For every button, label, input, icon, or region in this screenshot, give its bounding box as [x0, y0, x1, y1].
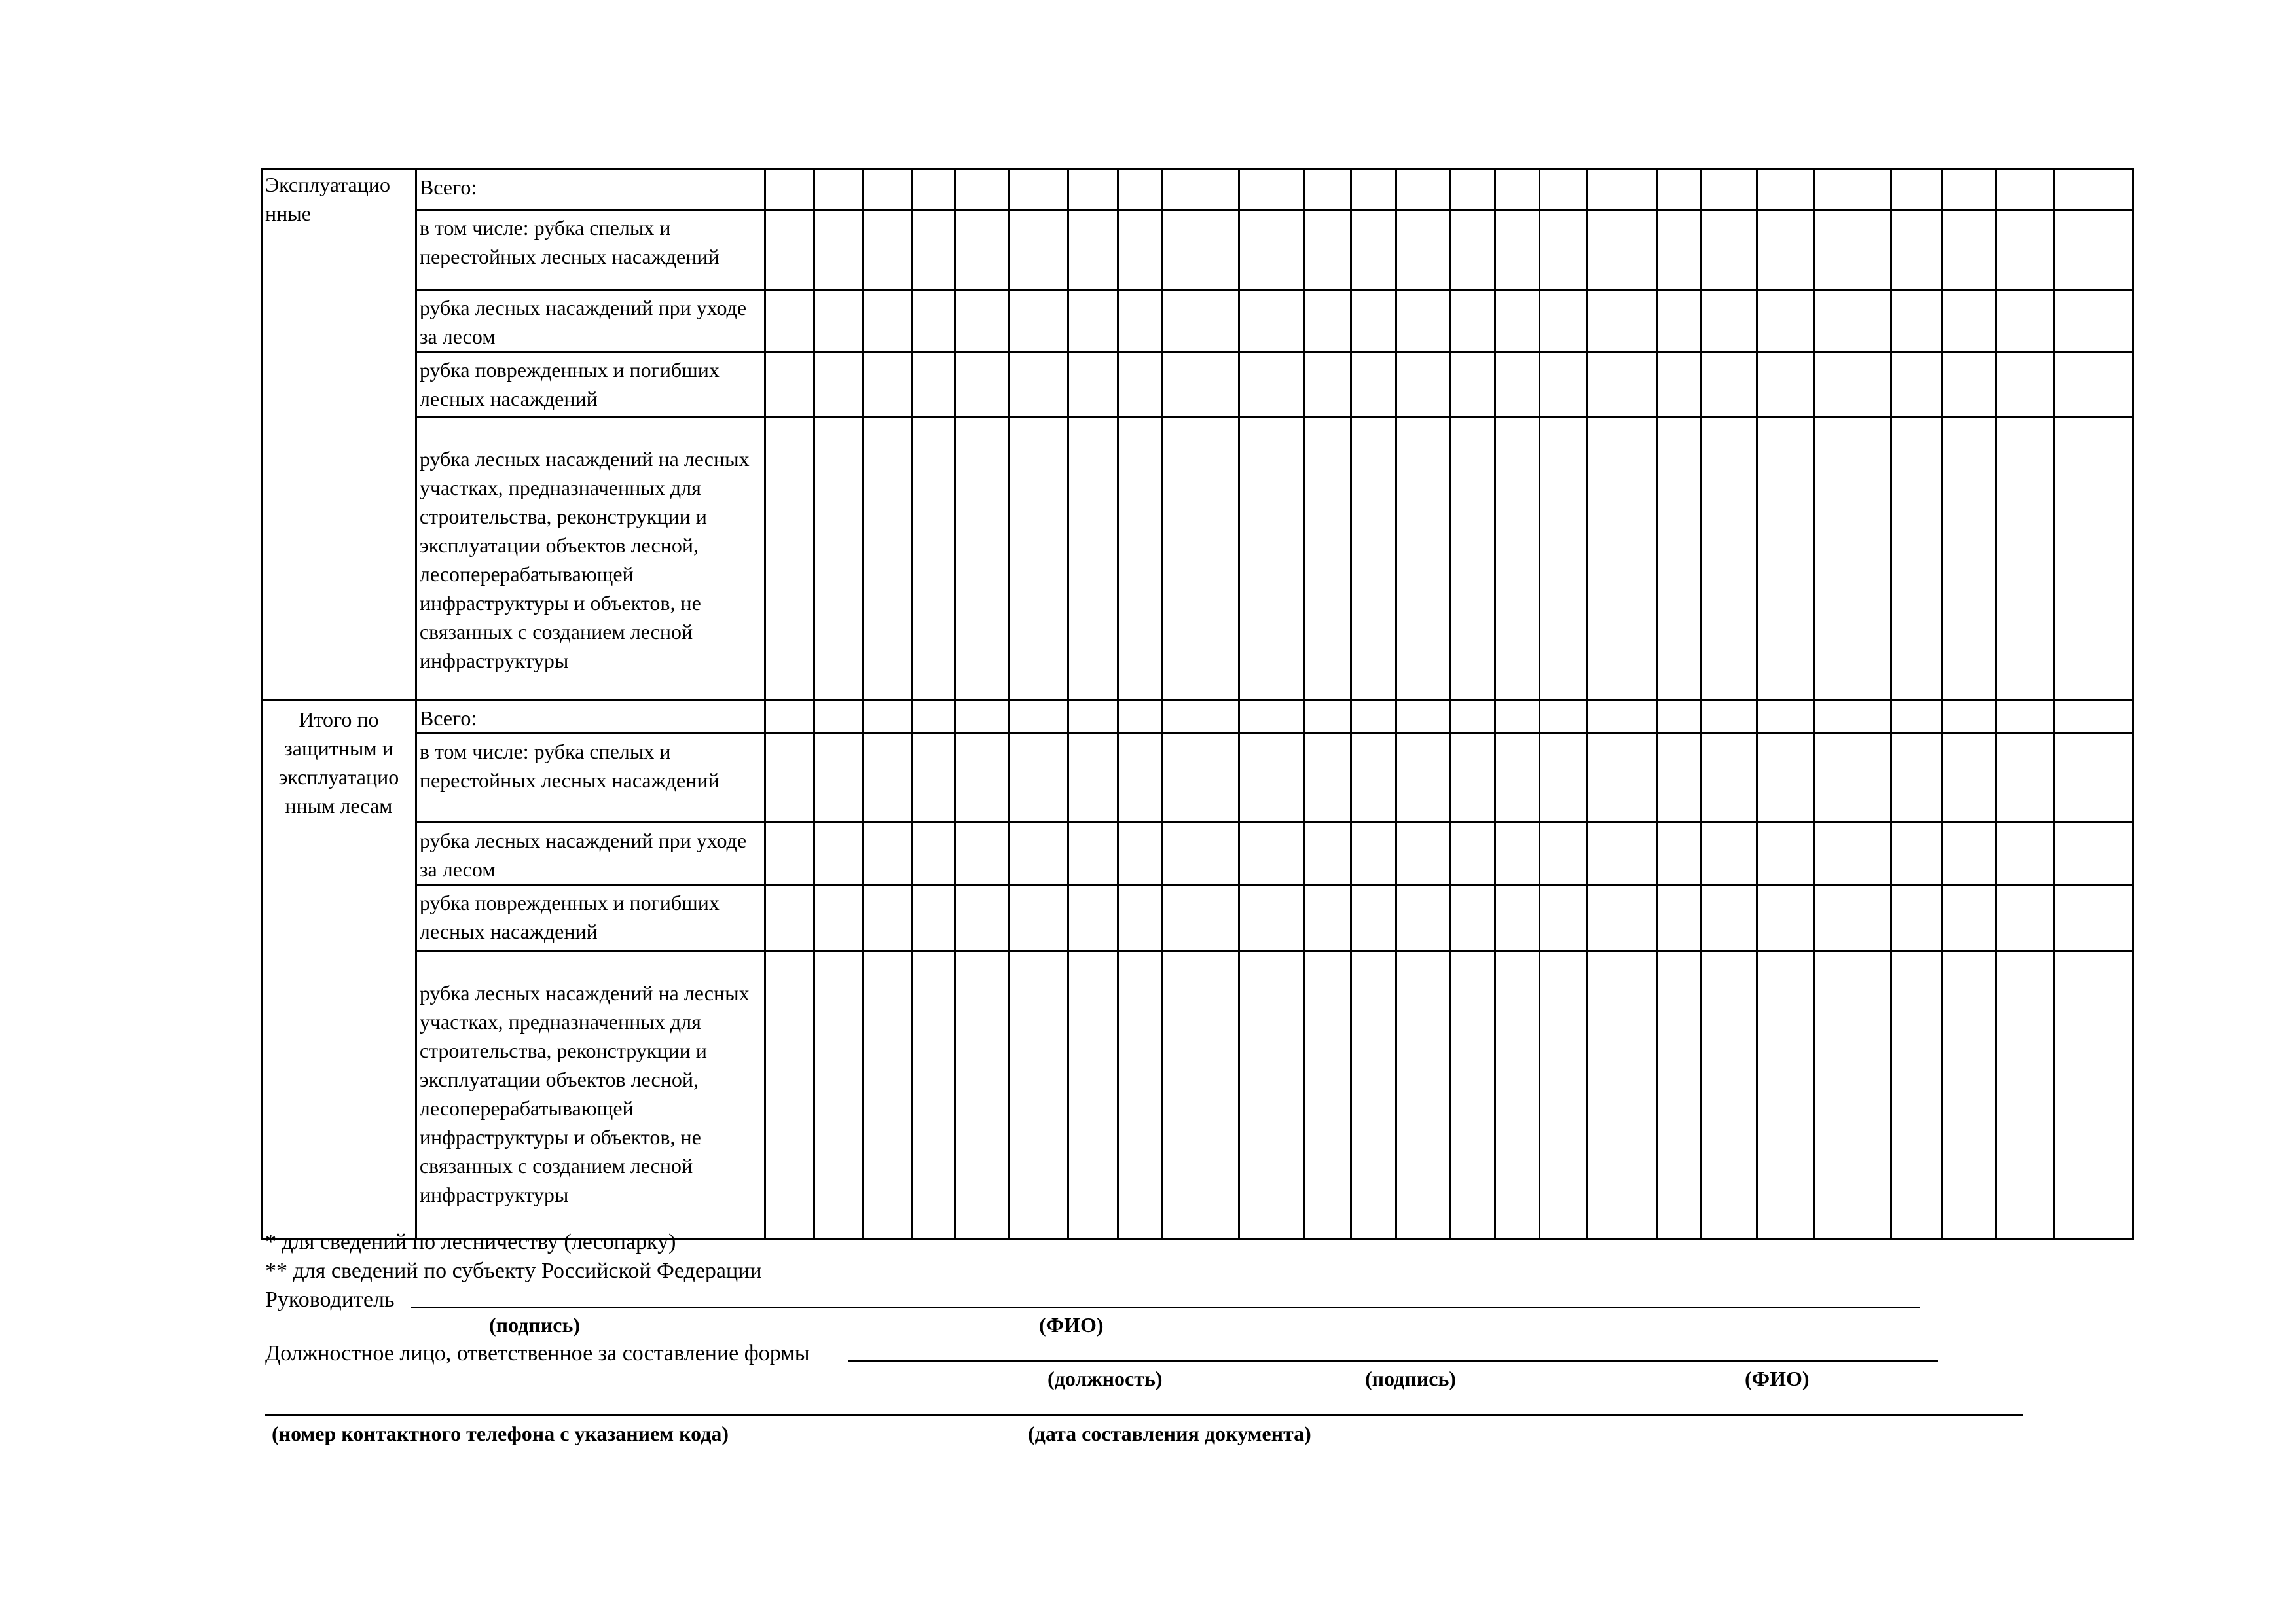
- phone-date-line[interactable]: [265, 1414, 2023, 1416]
- value-cell[interactable]: [1009, 170, 1068, 210]
- value-cell[interactable]: [1657, 734, 1702, 823]
- value-cell[interactable]: [1495, 210, 1540, 290]
- value-cell[interactable]: [1396, 290, 1449, 352]
- official-sign-caption: (подпись): [1365, 1367, 1457, 1390]
- row-label-cell: рубка лесных насаждений при уходе за лесом: [416, 823, 765, 885]
- value-cell[interactable]: [1702, 734, 1757, 823]
- value-cell[interactable]: [1239, 823, 1303, 885]
- value-cell[interactable]: [1351, 352, 1396, 418]
- value-cell[interactable]: [1495, 418, 1540, 700]
- value-cell[interactable]: [1495, 885, 1540, 952]
- value-cell[interactable]: [1068, 734, 1118, 823]
- value-cell[interactable]: [2054, 700, 2133, 734]
- value-cell[interactable]: [1162, 700, 1239, 734]
- value-cell[interactable]: [1702, 885, 1757, 952]
- value-cell[interactable]: [1891, 734, 1942, 823]
- value-cell[interactable]: [1118, 170, 1162, 210]
- value-cell[interactable]: [1118, 700, 1162, 734]
- value-cell[interactable]: [1540, 885, 1587, 952]
- value-cell[interactable]: [1757, 952, 1813, 1240]
- value-cell[interactable]: [1657, 885, 1702, 952]
- value-cell[interactable]: [1657, 952, 1702, 1240]
- value-cell[interactable]: [955, 885, 1009, 952]
- value-cell[interactable]: [1009, 290, 1068, 352]
- value-cell[interactable]: [1587, 290, 1658, 352]
- value-cell[interactable]: [1239, 352, 1303, 418]
- value-cell[interactable]: [1239, 885, 1303, 952]
- value-cell[interactable]: [814, 952, 862, 1240]
- value-cell[interactable]: [1995, 418, 2054, 700]
- value-cell[interactable]: [765, 952, 814, 1240]
- value-cell[interactable]: [1162, 823, 1239, 885]
- value-cell[interactable]: [1495, 823, 1540, 885]
- value-cell[interactable]: [911, 734, 955, 823]
- value-cell[interactable]: [955, 210, 1009, 290]
- head-name-caption: (ФИО): [1039, 1313, 1104, 1337]
- value-cell[interactable]: [911, 823, 955, 885]
- value-cell[interactable]: [1449, 952, 1495, 1240]
- value-cell[interactable]: [1351, 290, 1396, 352]
- official-label: Должностное лицо, ответственное за составление формы: [265, 1341, 810, 1365]
- value-cell[interactable]: [1396, 210, 1449, 290]
- value-cell[interactable]: [1009, 210, 1068, 290]
- value-cell[interactable]: [1396, 952, 1449, 1240]
- value-cell[interactable]: [1068, 290, 1118, 352]
- value-cell[interactable]: [1068, 210, 1118, 290]
- value-cell[interactable]: [2054, 885, 2133, 952]
- value-cell[interactable]: [1813, 170, 1891, 210]
- value-cell[interactable]: [1009, 823, 1068, 885]
- value-cell[interactable]: [1239, 290, 1303, 352]
- value-cell[interactable]: [1813, 418, 1891, 700]
- value-cell[interactable]: [955, 700, 1009, 734]
- value-cell[interactable]: [1702, 352, 1757, 418]
- value-cell[interactable]: [1351, 952, 1396, 1240]
- value-cell[interactable]: [1068, 418, 1118, 700]
- value-cell[interactable]: [1587, 734, 1658, 823]
- value-cell[interactable]: [1942, 952, 1995, 1240]
- value-cell[interactable]: [1995, 700, 2054, 734]
- value-cell[interactable]: [1304, 700, 1351, 734]
- value-cell[interactable]: [1239, 734, 1303, 823]
- value-cell[interactable]: [1942, 170, 1995, 210]
- value-cell[interactable]: [1587, 952, 1658, 1240]
- value-cell[interactable]: [1540, 352, 1587, 418]
- value-cell[interactable]: [1891, 885, 1942, 952]
- value-cell[interactable]: [1587, 170, 1658, 210]
- value-cell[interactable]: [1942, 418, 1995, 700]
- value-cell[interactable]: [955, 823, 1009, 885]
- value-cell[interactable]: [911, 290, 955, 352]
- value-cell[interactable]: [765, 170, 814, 210]
- row-label-cell: рубка лесных насаждений при уходе за лесом: [416, 290, 765, 352]
- group-title-cell: Эксплуатацио нные: [262, 170, 416, 700]
- value-cell[interactable]: [862, 290, 911, 352]
- value-cell[interactable]: [1942, 290, 1995, 352]
- value-cell[interactable]: [1540, 210, 1587, 290]
- value-cell[interactable]: [911, 885, 955, 952]
- value-cell[interactable]: [814, 823, 862, 885]
- value-cell[interactable]: [1757, 700, 1813, 734]
- row-label-cell: рубка поврежденных и погибших лесных насаждений: [416, 885, 765, 952]
- value-cell[interactable]: [1657, 823, 1702, 885]
- value-cell[interactable]: [1351, 210, 1396, 290]
- value-cell[interactable]: [2054, 418, 2133, 700]
- value-cell[interactable]: [1351, 418, 1396, 700]
- value-cell[interactable]: [1495, 952, 1540, 1240]
- value-cell[interactable]: [1942, 700, 1995, 734]
- value-cell[interactable]: [1942, 210, 1995, 290]
- value-cell[interactable]: [1587, 700, 1658, 734]
- value-cell[interactable]: [1540, 700, 1587, 734]
- value-cell[interactable]: [1009, 418, 1068, 700]
- value-cell[interactable]: [1239, 952, 1303, 1240]
- value-cell[interactable]: [1304, 170, 1351, 210]
- value-cell[interactable]: [765, 210, 814, 290]
- value-cell[interactable]: [1657, 290, 1702, 352]
- footnote-forestry: * для сведений по лесничеству (лесопарку): [265, 1230, 676, 1254]
- value-cell[interactable]: [1942, 734, 1995, 823]
- value-cell[interactable]: [1009, 885, 1068, 952]
- value-cell[interactable]: [911, 952, 955, 1240]
- value-cell[interactable]: [1495, 290, 1540, 352]
- value-cell[interactable]: [1813, 290, 1891, 352]
- value-cell[interactable]: [1702, 210, 1757, 290]
- value-cell[interactable]: [1351, 734, 1396, 823]
- row-label-cell: рубка поврежденных и погибших лесных насаждений: [416, 352, 765, 418]
- group-title-cell: Итого по защитным и эксплуатацио нным лесам: [262, 700, 416, 1240]
- value-cell[interactable]: [1351, 823, 1396, 885]
- value-cell[interactable]: [1702, 290, 1757, 352]
- value-cell[interactable]: [862, 823, 911, 885]
- value-cell[interactable]: [814, 418, 862, 700]
- value-cell[interactable]: [1449, 823, 1495, 885]
- value-cell[interactable]: [765, 700, 814, 734]
- value-cell[interactable]: [1657, 352, 1702, 418]
- value-cell[interactable]: [1995, 210, 2054, 290]
- value-cell[interactable]: [2054, 210, 2133, 290]
- value-cell[interactable]: [1702, 700, 1757, 734]
- value-cell[interactable]: [1891, 352, 1942, 418]
- value-cell[interactable]: [1009, 952, 1068, 1240]
- value-cell[interactable]: [1587, 210, 1658, 290]
- value-cell[interactable]: [1396, 823, 1449, 885]
- value-cell[interactable]: [814, 290, 862, 352]
- value-cell[interactable]: [1813, 734, 1891, 823]
- value-cell[interactable]: [1162, 885, 1239, 952]
- value-cell[interactable]: [1757, 418, 1813, 700]
- value-cell[interactable]: [1304, 210, 1351, 290]
- footnote-federation-subject: ** для сведений по субъекту Российской Федерации: [265, 1259, 762, 1283]
- table-row: [262, 823, 2134, 885]
- value-cell[interactable]: [1068, 885, 1118, 952]
- value-cell[interactable]: [1118, 352, 1162, 418]
- row-label-cell: Всего:: [416, 170, 765, 210]
- value-cell[interactable]: [1757, 170, 1813, 210]
- value-cell[interactable]: [2054, 170, 2133, 210]
- value-cell[interactable]: [1239, 700, 1303, 734]
- value-cell[interactable]: [1162, 352, 1239, 418]
- table-row: [262, 210, 2134, 290]
- value-cell[interactable]: [862, 170, 911, 210]
- value-cell[interactable]: [1068, 823, 1118, 885]
- value-cell[interactable]: [1449, 290, 1495, 352]
- row-label-cell: Всего:: [416, 700, 765, 734]
- value-cell[interactable]: [1304, 823, 1351, 885]
- value-cell[interactable]: [1449, 352, 1495, 418]
- value-cell[interactable]: [1995, 823, 2054, 885]
- value-cell[interactable]: [1118, 418, 1162, 700]
- value-cell[interactable]: [765, 885, 814, 952]
- value-cell[interactable]: [2054, 290, 2133, 352]
- table-row: [262, 700, 2134, 734]
- value-cell[interactable]: [1162, 734, 1239, 823]
- value-cell[interactable]: [814, 885, 862, 952]
- official-signature-line[interactable]: [848, 1360, 1938, 1362]
- value-cell[interactable]: [1396, 170, 1449, 210]
- value-cell[interactable]: [955, 352, 1009, 418]
- value-cell[interactable]: [1449, 210, 1495, 290]
- value-cell[interactable]: [1587, 418, 1658, 700]
- value-cell[interactable]: [1304, 734, 1351, 823]
- value-cell[interactable]: [955, 290, 1009, 352]
- value-cell[interactable]: [814, 352, 862, 418]
- value-cell[interactable]: [911, 210, 955, 290]
- value-cell[interactable]: [1657, 170, 1702, 210]
- value-cell[interactable]: [1239, 418, 1303, 700]
- row-label-cell: в том числе: рубка спелых и перестойных лесных насаждений: [416, 210, 765, 290]
- value-cell[interactable]: [1449, 734, 1495, 823]
- value-cell[interactable]: [2054, 952, 2133, 1240]
- value-cell[interactable]: [1162, 210, 1239, 290]
- value-cell[interactable]: [1009, 352, 1068, 418]
- value-cell[interactable]: [765, 290, 814, 352]
- value-cell[interactable]: [1495, 700, 1540, 734]
- value-cell[interactable]: [1702, 823, 1757, 885]
- value-cell[interactable]: [1495, 352, 1540, 418]
- value-cell[interactable]: [955, 734, 1009, 823]
- value-cell[interactable]: [911, 170, 955, 210]
- value-cell[interactable]: [1162, 290, 1239, 352]
- value-cell[interactable]: [862, 885, 911, 952]
- value-cell[interactable]: [1068, 352, 1118, 418]
- value-cell[interactable]: [911, 352, 955, 418]
- value-cell[interactable]: [1068, 700, 1118, 734]
- value-cell[interactable]: [862, 700, 911, 734]
- value-cell[interactable]: [765, 418, 814, 700]
- value-cell[interactable]: [1068, 170, 1118, 210]
- table-row: [262, 734, 2134, 823]
- value-cell[interactable]: [1495, 734, 1540, 823]
- value-cell[interactable]: [1540, 290, 1587, 352]
- value-cell[interactable]: [1449, 170, 1495, 210]
- value-cell[interactable]: [2054, 352, 2133, 418]
- value-cell[interactable]: [1396, 734, 1449, 823]
- forest-cutting-form-table: [261, 168, 2134, 1240]
- row-label-cell: рубка лесных насаждений на лесных участках, предназначенных для строительства, реконструкции и эксплуатации объектов лесной, лесоперерабатывающей инфраструктуры и объектов, не связанных с созданием лесной инфраструктуры: [416, 418, 765, 700]
- table-row: [262, 290, 2134, 352]
- value-cell[interactable]: [1118, 885, 1162, 952]
- head-sign-caption: (подпись): [489, 1313, 581, 1337]
- value-cell[interactable]: [1540, 734, 1587, 823]
- head-signature-line[interactable]: [411, 1307, 1920, 1308]
- value-cell[interactable]: [1813, 823, 1891, 885]
- value-cell[interactable]: [862, 734, 911, 823]
- value-cell[interactable]: [1540, 170, 1587, 210]
- value-cell[interactable]: [862, 952, 911, 1240]
- phone-caption: (номер контактного телефона с указанием кода): [272, 1422, 729, 1445]
- value-cell[interactable]: [1009, 700, 1068, 734]
- value-cell[interactable]: [1009, 734, 1068, 823]
- value-cell[interactable]: [1540, 418, 1587, 700]
- value-cell[interactable]: [1995, 734, 2054, 823]
- value-cell[interactable]: [911, 418, 955, 700]
- value-cell[interactable]: [1239, 210, 1303, 290]
- value-cell[interactable]: [1396, 700, 1449, 734]
- official-position-caption: (должность): [1048, 1367, 1163, 1390]
- value-cell[interactable]: [1239, 170, 1303, 210]
- value-cell[interactable]: [955, 418, 1009, 700]
- value-cell[interactable]: [1995, 170, 2054, 210]
- value-cell[interactable]: [1304, 352, 1351, 418]
- value-cell[interactable]: [1587, 352, 1658, 418]
- value-cell[interactable]: [1891, 418, 1942, 700]
- value-cell[interactable]: [1891, 952, 1942, 1240]
- value-cell[interactable]: [1396, 352, 1449, 418]
- value-cell[interactable]: [2054, 823, 2133, 885]
- value-cell[interactable]: [1891, 170, 1942, 210]
- table-row: [262, 885, 2134, 952]
- value-cell[interactable]: [1304, 290, 1351, 352]
- value-cell[interactable]: [862, 418, 911, 700]
- table-row: [262, 352, 2134, 418]
- value-cell[interactable]: [1891, 210, 1942, 290]
- date-caption: (дата составления документа): [1028, 1422, 1311, 1445]
- value-cell[interactable]: [1757, 823, 1813, 885]
- value-cell[interactable]: [1449, 700, 1495, 734]
- value-cell[interactable]: [1449, 418, 1495, 700]
- value-cell[interactable]: [1891, 700, 1942, 734]
- value-cell[interactable]: [1657, 418, 1702, 700]
- value-cell[interactable]: [1813, 885, 1891, 952]
- value-cell[interactable]: [862, 210, 911, 290]
- value-cell[interactable]: [1068, 952, 1118, 1240]
- value-cell[interactable]: [1891, 290, 1942, 352]
- value-cell[interactable]: [1162, 952, 1239, 1240]
- value-cell[interactable]: [1702, 952, 1757, 1240]
- value-cell[interactable]: [1813, 700, 1891, 734]
- value-cell[interactable]: [1118, 290, 1162, 352]
- value-cell[interactable]: [1118, 823, 1162, 885]
- value-cell[interactable]: [1351, 885, 1396, 952]
- table-row: [262, 170, 2134, 210]
- value-cell[interactable]: [765, 823, 814, 885]
- value-cell[interactable]: [1162, 418, 1239, 700]
- value-cell[interactable]: [955, 952, 1009, 1240]
- value-cell[interactable]: [1813, 952, 1891, 1240]
- value-cell[interactable]: [1942, 352, 1995, 418]
- value-cell[interactable]: [1657, 210, 1702, 290]
- value-cell[interactable]: [1351, 170, 1396, 210]
- value-cell[interactable]: [814, 700, 862, 734]
- value-cell[interactable]: [1702, 418, 1757, 700]
- value-cell[interactable]: [2054, 734, 2133, 823]
- head-label: Руководитель: [265, 1288, 395, 1312]
- value-cell[interactable]: [1587, 885, 1658, 952]
- value-cell[interactable]: [1304, 952, 1351, 1240]
- row-label-cell: рубка лесных насаждений на лесных участках, предназначенных для строительства, реконструкции и эксплуатации объектов лесной, лесоперерабатывающей инфраструктуры и объектов, не связанных с созданием лесной инфраструктуры: [416, 952, 765, 1240]
- value-cell[interactable]: [1118, 952, 1162, 1240]
- value-cell[interactable]: [1891, 823, 1942, 885]
- table-row: [262, 418, 2134, 700]
- value-cell[interactable]: [1587, 823, 1658, 885]
- value-cell[interactable]: [1540, 823, 1587, 885]
- value-cell[interactable]: [765, 352, 814, 418]
- value-cell[interactable]: [1942, 885, 1995, 952]
- value-cell[interactable]: [1757, 885, 1813, 952]
- value-cell[interactable]: [1757, 290, 1813, 352]
- value-cell[interactable]: [911, 700, 955, 734]
- value-cell[interactable]: [1304, 418, 1351, 700]
- official-name-caption: (ФИО): [1745, 1367, 1810, 1390]
- value-cell[interactable]: [1995, 952, 2054, 1240]
- value-cell[interactable]: [1942, 823, 1995, 885]
- value-cell[interactable]: [955, 170, 1009, 210]
- value-cell[interactable]: [814, 734, 862, 823]
- table-row: [262, 952, 2134, 1240]
- value-cell[interactable]: [765, 734, 814, 823]
- value-cell[interactable]: [1813, 210, 1891, 290]
- value-cell[interactable]: [814, 170, 862, 210]
- value-cell[interactable]: [1657, 700, 1702, 734]
- value-cell[interactable]: [862, 352, 911, 418]
- value-cell[interactable]: [1396, 885, 1449, 952]
- value-cell[interactable]: [1995, 885, 2054, 952]
- value-cell[interactable]: [1449, 885, 1495, 952]
- value-cell[interactable]: [1995, 352, 2054, 418]
- value-cell[interactable]: [1702, 170, 1757, 210]
- value-cell[interactable]: [1118, 734, 1162, 823]
- value-cell[interactable]: [1757, 734, 1813, 823]
- value-cell[interactable]: [1995, 290, 2054, 352]
- value-cell[interactable]: [1118, 210, 1162, 290]
- value-cell[interactable]: [1304, 885, 1351, 952]
- value-cell[interactable]: [1813, 352, 1891, 418]
- value-cell[interactable]: [1540, 952, 1587, 1240]
- value-cell[interactable]: [814, 210, 862, 290]
- value-cell[interactable]: [1757, 210, 1813, 290]
- value-cell[interactable]: [1757, 352, 1813, 418]
- value-cell[interactable]: [1351, 700, 1396, 734]
- row-label-cell: в том числе: рубка спелых и перестойных лесных насаждений: [416, 734, 765, 823]
- value-cell[interactable]: [1162, 170, 1239, 210]
- value-cell[interactable]: [1495, 170, 1540, 210]
- value-cell[interactable]: [1396, 418, 1449, 700]
